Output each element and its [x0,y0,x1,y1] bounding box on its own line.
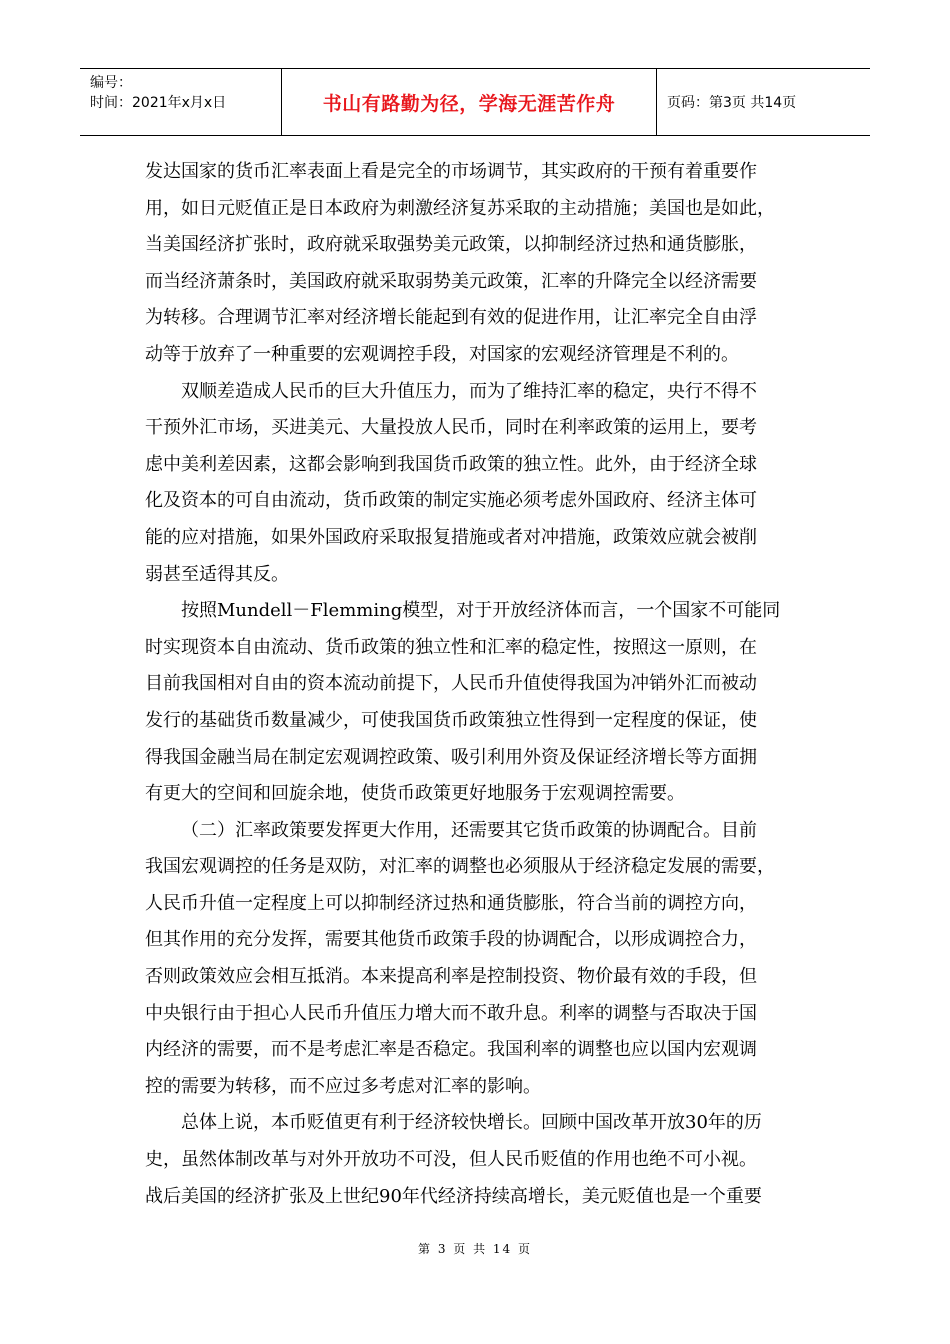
body-text-line: 中央银行由于担心人民币升值压力增大而不敢升息。利率的调整与否取决于国 [145,1002,757,1024]
body-text-line: 按照Mundell－Flemming模型，对于开放经济体而言，一个国家不可能同 [181,600,781,622]
body-text-line: 当美国经济扩张时，政府就采取强势美元政策，以抑制经济过热和通货膨胀， [145,234,757,256]
page-footer: 第 3 页 共 14 页 [418,1242,532,1256]
body-text-line: 控的需要为转移，而不应过多考虑对汇率的影响。 [145,1075,541,1097]
body-text-line: 发行的基础货币数量减少，可使我国货币政策独立性得到一定程度的保证，使 [145,709,757,731]
body-text-line: 战后美国的经济扩张及上世纪90年代经济持续高增长，美元贬值也是一个重要 [145,1185,762,1207]
document-date-label: 时间：2021年x月x日 [90,95,227,111]
header-meta-cell [80,69,282,135]
body-text-line: 但其作用的充分发挥，需要其他货币政策手段的协调配合，以形成调控合力， [145,929,757,951]
body-text-line: （二）汇率政策要发挥更大作用，还需要其它货币政策的协调配合。目前 [181,819,757,841]
body-text-line: 目前我国相对自由的资本流动前提下，人民币升值使得我国为冲销外汇而被动 [145,673,757,695]
body-text-line: 史，虽然体制改革与对外开放功不可没，但人民币贬值的作用也绝不可小视。 [145,1149,757,1171]
header-motto: 书山有路勤为径，学海无涯苦作舟 [282,69,657,135]
body-text-line: 时实现资本自由流动、货币政策的独立性和汇率的稳定性，按照这一原则，在 [145,636,757,658]
body-text-line: 总体上说，本币贬值更有利于经济较快增长。回顾中国改革开放30年的历 [181,1112,762,1134]
body-text-line: 发达国家的货币汇率表面上看是完全的市场调节，其实政府的干预有着重要作 [145,161,757,182]
body-text-line: 用，如日元贬值正是日本政府为刺激经济复苏采取的主动措施；美国也是如此， [145,197,775,219]
body-text-line: 能的应对措施，如果外国政府采取报复措施或者对冲措施，政策效应就会被削 [145,526,757,548]
body-text-line: 为转移。合理调节汇率对经济增长能起到有效的促进作用，让汇率完全自由浮 [145,307,757,329]
document-number-label: 编号： [90,75,132,91]
body-text-line: 我国宏观调控的任务是双防，对汇率的调整也必须服从于经济稳定发展的需要， [145,856,775,878]
body-text-line: 得我国金融当局在制定宏观调控政策、吸引利用外资及保证经济增长等方面拥 [145,746,757,768]
body-text-line: 虑中美利差因素，这都会影响到我国货币政策的独立性。此外，由于经济全球 [145,453,757,475]
body-text-line: 而当经济萧条时，美国政府就采取弱势美元政策，汇率的升降完全以经济需要 [145,270,757,292]
body-text-line: 否则政策效应会相互抵消。本来提高利率是控制投资、物价最有效的手段，但 [145,966,757,988]
body-text-line: 内经济的需要，而不是考虑汇率是否稳定。我国利率的调整也应以国内宏观调 [145,1039,757,1061]
document-body [145,154,817,1215]
header-page-info: 页码：第3页 共14页 [667,95,797,111]
page-header [80,68,870,136]
body-text-line: 人民币升值一定程度上可以抑制经济过热和通货膨胀，符合当前的调控方向， [145,892,757,914]
body-text-line: 双顺差造成人民币的巨大升值压力，而为了维持汇率的稳定，央行不得不 [181,380,757,402]
body-text-line: 化及资本的可自由流动，货币政策的制定实施必须考虑外国政府、经济主体可 [145,490,757,512]
body-text-line: 干预外汇市场，买进美元、大量投放人民币，同时在利率政策的运用上，要考 [145,417,757,439]
body-text-line: 弱甚至适得其反。 [145,563,289,585]
body-text-line: 动等于放弃了一种重要的宏观调控手段，对国家的宏观经济管理是不利的。 [145,343,739,365]
body-text-line: 有更大的空间和回旋余地，使货币政策更好地服务于宏观调控需要。 [145,783,685,805]
